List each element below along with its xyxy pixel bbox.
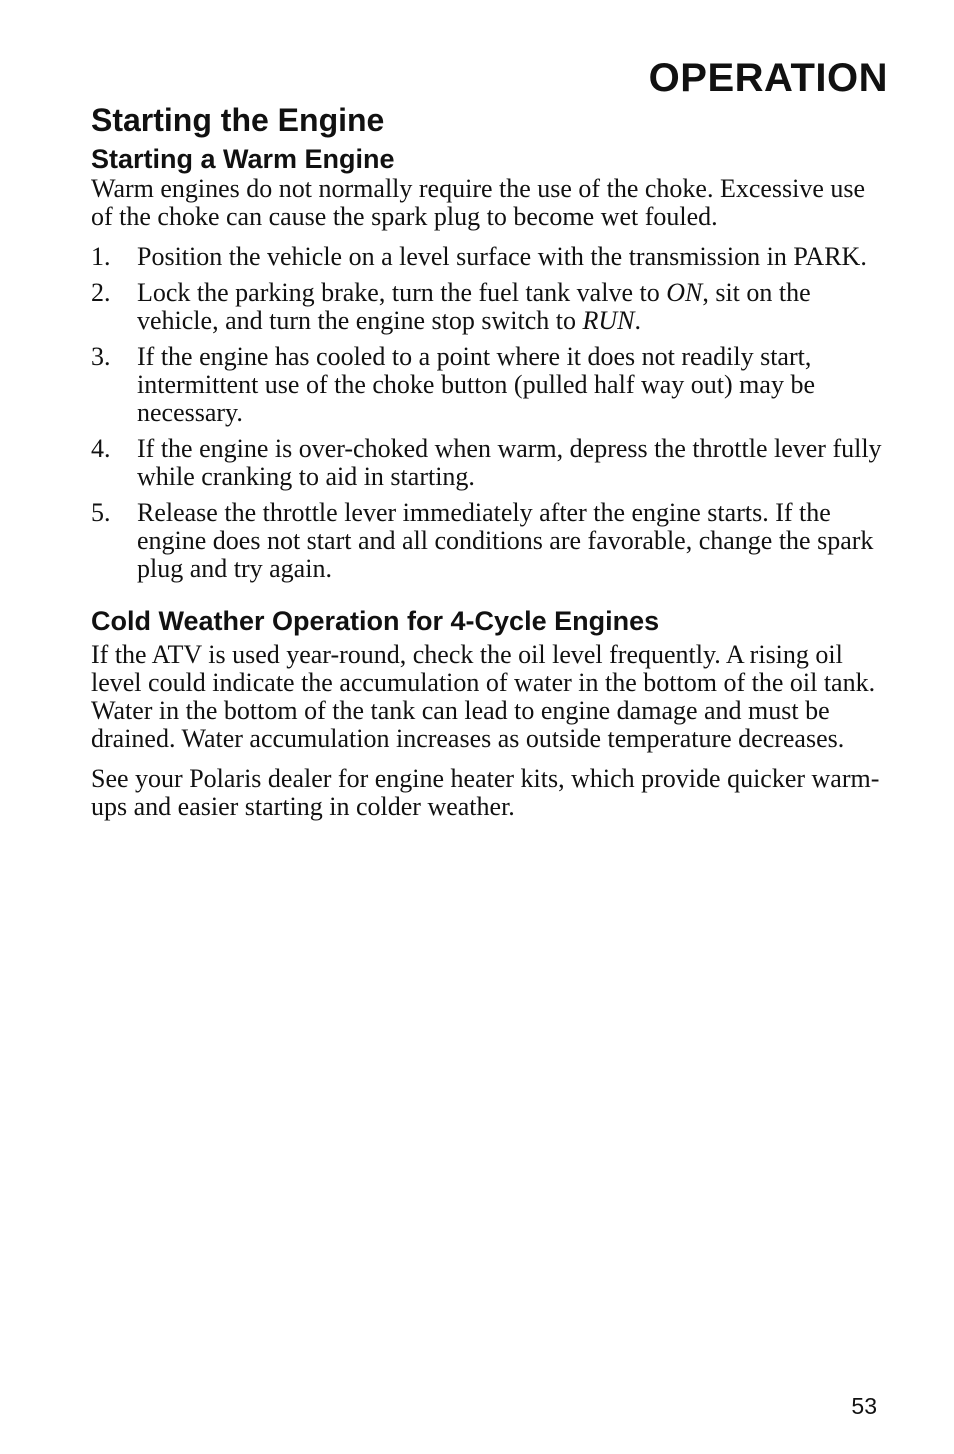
cold-weather-heading: Cold Weather Operation for 4-Cycle Engines bbox=[91, 606, 660, 636]
fuel-valve-setting: ON bbox=[666, 278, 703, 307]
step-text: Position the vehicle on a level surface with the transmission in PARK. bbox=[137, 242, 867, 271]
step-text bbox=[137, 278, 811, 335]
step-number: 2. bbox=[91, 278, 111, 307]
step-number: 4. bbox=[91, 434, 111, 463]
warm-engine-steps bbox=[91, 243, 891, 583]
cold-weather-paragraph-2: See your Polaris dealer for engine heater kits, which provide quicker warm-ups and easier starting in colder weather. bbox=[91, 764, 880, 821]
step-item bbox=[91, 343, 891, 427]
warm-engine-intro: Warm engines do not normally require the use of the choke. Excessive use of the choke can cause the spark plug to become wet fouled. bbox=[91, 174, 866, 231]
section-header: OPERATION bbox=[648, 56, 888, 100]
page-number: 53 bbox=[851, 1393, 877, 1419]
page-content bbox=[91, 100, 891, 821]
step-text: If the engine is over-choked when warm, depress the throttle lever fully while cranking to aid in starting. bbox=[137, 434, 882, 491]
stop-switch-setting: RUN bbox=[582, 306, 635, 335]
step-number: 5. bbox=[91, 498, 111, 527]
step-text-part: , sit on the vehicle, and turn the engine stop switch to bbox=[137, 278, 811, 335]
step-text-part: . bbox=[634, 306, 642, 335]
step-number: 1. bbox=[91, 242, 111, 271]
step-text: Release the throttle lever immediately after the engine starts. If the engine does not start and all conditions are favorable, change the spark plug and try again. bbox=[137, 498, 874, 583]
step-text-part: Lock the parking brake, turn the fuel tank valve to bbox=[137, 278, 667, 307]
cold-weather-paragraph-1: If the ATV is used year-round, check the oil level frequently. A rising oil level could indicate the accumulation of water in the bottom of the oil tank. Water in the bottom of the tank can lead to engine damage and must be drained. Water accumulation increases as outside temperature decreases. bbox=[91, 640, 876, 753]
step-item bbox=[91, 243, 891, 271]
page-title: Starting the Engine bbox=[91, 102, 385, 138]
step-text: If the engine has cooled to a point where it does not readily start, intermittent use of the choke button (pulled half way out) may be necessary. bbox=[137, 342, 815, 427]
step-number: 3. bbox=[91, 342, 111, 371]
warm-engine-heading: Starting a Warm Engine bbox=[91, 144, 395, 174]
step-item bbox=[91, 279, 891, 335]
step-item bbox=[91, 499, 891, 583]
step-item bbox=[91, 435, 891, 491]
